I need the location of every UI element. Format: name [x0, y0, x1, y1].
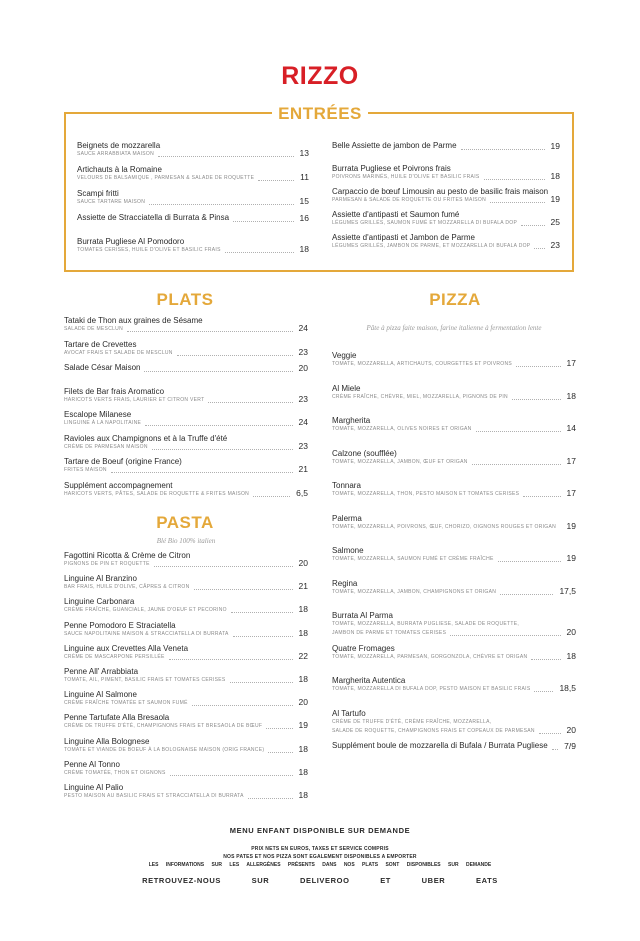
- menu-item-price: 23: [550, 240, 560, 250]
- menu-item-price: 20: [566, 627, 576, 637]
- menu-item-price: 18: [566, 390, 576, 401]
- menu-item-price: 18: [298, 766, 308, 777]
- menu-item: [332, 384, 576, 417]
- menu-item: [332, 546, 576, 579]
- menu-item-description: TOMATES CERISES, HUILE D'OLIVE ET BASILIC FRAIS: [77, 247, 221, 253]
- menu-item-name: Tartare de Boeuf (origine France): [64, 457, 182, 466]
- menu-item-price: 20: [566, 724, 576, 735]
- menu-item-name: Quatre Fromages: [332, 643, 395, 653]
- menu-item: [64, 574, 308, 597]
- dotted-leader: [208, 401, 292, 403]
- dotted-leader: [512, 398, 561, 400]
- dotted-leader: [450, 634, 560, 636]
- menu-item: [64, 316, 308, 340]
- menu-item-description: PESTO MAISON AU BASILIC FRAIS ET STRACCIATELLA DI BURRATA: [64, 792, 244, 799]
- menu-item-price: 24: [298, 417, 308, 427]
- menu-item: [77, 165, 309, 189]
- pasta-title: PASTA: [156, 513, 214, 532]
- menu-item-price: 7/9: [564, 741, 576, 751]
- menu-item-description: FRITES MAISON: [64, 467, 107, 473]
- menu-item-name: Al Tartufo: [332, 708, 366, 718]
- dotted-leader: [490, 201, 545, 203]
- dotted-leader: [266, 727, 292, 729]
- dotted-leader: [152, 448, 293, 450]
- menu-item-description: CRÈME FRAÎCHE TOMATÉE ET SAUMON FUMÉ: [64, 700, 188, 707]
- menu-item: [64, 737, 308, 760]
- menu-item-description: TOMATE, MOZZARELLA, OLIVES NOIRES ET ORIGAN: [332, 426, 472, 432]
- menu-item-description: AVOCAT FRAIS ET SALADE DE MESCLUN: [64, 349, 173, 356]
- menu-item-price: 20: [298, 558, 308, 568]
- dotted-leader: [521, 224, 544, 226]
- menu-item-description: CRÈME FRAÎCHE, GUANCIALE, JAUNE D'OEUF ET PECORINO: [64, 607, 227, 614]
- menu-item-price: 17: [566, 358, 576, 368]
- menu-item-price: 22: [298, 650, 308, 661]
- menu-item: [64, 434, 308, 458]
- menu-item-description-line2: JAMBON DE PARME ET TOMATES CERISES: [332, 630, 447, 636]
- pizza-column: [332, 351, 576, 774]
- menu-item: [332, 514, 576, 547]
- menu-item: [332, 709, 576, 742]
- menu-item-name: Artichauts à la Romaine: [77, 165, 162, 174]
- dotted-leader: [231, 611, 293, 613]
- menu-item-price: 24: [298, 323, 308, 333]
- entrees-title: ENTRÉES: [272, 104, 368, 124]
- dotted-leader: [539, 732, 561, 734]
- dotted-leader: [472, 463, 561, 465]
- dotted-leader: [127, 330, 293, 332]
- menu-item-price: 23: [298, 393, 308, 404]
- menu-item-name: Penne All' Arrabbiata: [64, 666, 139, 676]
- menu-item: [77, 189, 309, 213]
- menu-item: [332, 644, 576, 677]
- menu-item-price: 20: [298, 363, 308, 373]
- menu-item-description: BAR FRAIS, HUILE D'OLIVE, CÂPRES & CITRON: [64, 584, 190, 591]
- menu-item: [64, 783, 308, 806]
- dotted-leader: [523, 495, 560, 497]
- dotted-leader: [534, 247, 544, 249]
- menu-item-description: SAUCE TARTARE MAISON: [77, 199, 146, 205]
- menu-item: [64, 644, 308, 667]
- menu-item-description: SAUCE NAPOLITAINE MAISON & STRACCIATELLA DI BURRATA: [64, 630, 229, 637]
- menu-item-price: 17: [566, 488, 576, 498]
- menu-item-price: 21: [298, 581, 308, 592]
- dotted-leader: [149, 203, 293, 205]
- pizza-title: PIZZA: [429, 290, 481, 309]
- menu-item-price: 18: [298, 789, 308, 800]
- menu-item: [64, 387, 308, 411]
- menu-item-description: TOMATE, MOZZARELLA, THON, PESTO MAISON ET TOMATES CERISES: [332, 491, 520, 497]
- menu-item-price: 14: [566, 423, 576, 433]
- menu-item-price: 25: [550, 217, 560, 227]
- dotted-leader: [230, 681, 293, 683]
- menu-item-description: TOMATE, MOZZARELLA, JAMBON, ŒUF ET ORIGAN: [332, 458, 468, 465]
- menu-item-name: Linguine Carbonara: [64, 597, 135, 607]
- plats-title: PLATS: [156, 290, 214, 309]
- menu-item-price: 6,5: [296, 487, 308, 498]
- menu-item-description: CRÈME FRAÎCHE, CHÈVRE, MIEL, MOZZARELLA, PIGNONS DE PIN: [332, 393, 508, 400]
- dotted-leader: [177, 354, 293, 356]
- menu-item-description: PARMESAN & SALADE DE ROQUETTE OU FRITES MAISON: [332, 197, 487, 203]
- menu-item-name: Supplément boule de mozzarella di Bufala / Burrata Pugliese: [332, 741, 548, 750]
- menu-item-name: Salmone: [332, 546, 364, 555]
- menu-item-name: Burrata Pugliese Al Pomodoro: [77, 237, 185, 246]
- menu-item-name: Tonnara: [332, 481, 361, 490]
- menu-item-name: Calzone (soufflée): [332, 448, 397, 458]
- menu-item-name: Linguine Al Palio: [64, 782, 124, 792]
- menu-item-name: Supplément accompagnement: [64, 480, 173, 490]
- menu-item-price: 18: [298, 604, 308, 615]
- dotted-leader: [534, 690, 553, 692]
- menu-item-description: TOMATE, MOZZARELLA, SAUMON FUMÉ ET CRÈME FRAÎCHE: [332, 556, 494, 562]
- menu-item-description: HARICOTS VERTS FRAIS, LAURIER ET CITRON VERT: [64, 396, 205, 403]
- menu-item-price: 20: [298, 697, 308, 708]
- dotted-leader: [531, 658, 560, 660]
- menu-item-name: Burrata Pugliese et Poivrons frais: [332, 164, 451, 173]
- menu-item-price: 18: [550, 171, 560, 181]
- menu-item: [332, 187, 560, 210]
- dotted-leader: [194, 588, 293, 590]
- menu-item-name: Veggie: [332, 351, 357, 360]
- menu-item: [332, 210, 560, 233]
- menu-item-description: SALADE DE MESCLUN: [64, 326, 124, 332]
- menu-item-description: TOMATE, MOZZARELLA, JAMBON, CHAMPIGNONS ET ORIGAN: [332, 588, 497, 595]
- prix-note: PRIX NETS EN EUROS, TAXES ET SERVICE COMPRIS: [251, 846, 389, 852]
- menu-item: [64, 363, 308, 387]
- menu-item-price: 19: [550, 141, 560, 151]
- menu-item-name: Burrata Al Parma: [332, 611, 393, 620]
- menu-item-price: 21: [298, 464, 308, 474]
- menu-item-description: SAUCE ARRABBIATA MAISON: [77, 151, 155, 157]
- menu-item-price: 17,5: [559, 585, 576, 596]
- menu-item-name: Linguine Alla Bolognese: [64, 736, 150, 746]
- allergenes-note: LES INFORMATIONS SUR LES ALLERGÈNES PRÉSENTS DANS NOS PLATS SONT DISPONIBLES SUR DEMANDE: [148, 862, 492, 868]
- menu-item-description: HARICOTS VERTS, PÂTES, SALADE DE ROQUETTE & FRITES MAISON: [64, 490, 250, 497]
- menu-item-price: 18: [298, 627, 308, 638]
- entrees-right-column: [332, 141, 560, 256]
- menu-item-price: 23: [298, 346, 308, 357]
- menu-item: [64, 621, 308, 644]
- menu-item-name: Fagottini Ricotta & Crème de Citron: [64, 551, 191, 560]
- menu-item-description: TOMATE, MOZZARELLA DI BUFALA DOP, PESTO MAISON ET BASILIC FRAIS: [332, 686, 531, 692]
- dotted-leader: [484, 178, 545, 180]
- menu-item-description: TOMATE, MOZZARELLA, POIVRONS, ŒUF, CHORIZO, OIGNONS ROUGES ET ORIGAN: [332, 523, 557, 530]
- menu-item-description: VELOURS DE BALSAMIQUE , PARMESAN & SALADE DE ROQUETTE: [77, 175, 255, 181]
- menu-item-name: Belle Assiette de jambon de Parme: [332, 141, 457, 150]
- dotted-leader: [192, 704, 293, 706]
- menu-item-name: Filets de Bar frais Aromatico: [64, 386, 165, 396]
- plats-column: [64, 316, 308, 504]
- menu-item: [64, 457, 308, 481]
- menu-item: [64, 760, 308, 783]
- menu-item: [64, 340, 308, 364]
- dotted-leader: [111, 471, 293, 473]
- dotted-leader: [170, 774, 293, 776]
- menu-item-price: 19: [550, 194, 560, 204]
- menu-item-name: Salade César Maison: [64, 363, 141, 372]
- entrees-left-column: [77, 141, 309, 261]
- menu-item-price: 19: [298, 720, 308, 731]
- menu-item-name: Scampi fritti: [77, 189, 119, 198]
- menu-item-description: LÉGUMES GRILLÉS, SAUMON FUMÉ ET MOZZARELLA DI BUFALA DOP: [332, 220, 518, 226]
- dotted-leader: [169, 658, 293, 660]
- menu-item: [332, 611, 576, 644]
- dotted-leader: [552, 748, 558, 750]
- menu-item-name: Carpaccio de bœuf Limousin au pesto de basilic frais maison: [332, 187, 549, 196]
- menu-item: [332, 141, 560, 164]
- menu-enfant-note: MENU ENFANT DISPONIBLE SUR DEMANDE: [229, 826, 411, 835]
- menu-item: [64, 481, 308, 505]
- menu-item-price: 11: [300, 172, 309, 182]
- menu-item-name: Regina: [332, 578, 358, 588]
- menu-item: [64, 551, 308, 574]
- menu-item-description: TOMATE ET VIANDE DE BOEUF À LA BOLOGNAISE MAISON (ORIG FRANCE): [64, 746, 265, 753]
- dotted-leader: [268, 751, 292, 753]
- menu-item-name: Linguine Al Branzino: [64, 574, 137, 584]
- menu-item-description: TOMATE, MOZZARELLA, BURRATA PUGLIESE, SALADE DE ROQUETTE,: [332, 621, 520, 627]
- menu-item-name: Linguine aux Crevettes Alla Veneta: [64, 643, 189, 653]
- menu-item-name: Al Miele: [332, 383, 361, 393]
- menu-item-name: Penne Al Tonno: [64, 759, 120, 769]
- menu-item-name: Escalope Milanese: [64, 410, 132, 419]
- menu-item-description: CRÈME TOMATÉE, THON ET OIGNONS: [64, 769, 166, 776]
- retrouvez-note: RETROUVEZ-NOUS SUR DELIVEROO ET UBER EATS: [142, 876, 498, 885]
- restaurant-logo: RIZZO: [281, 62, 359, 90]
- menu-item: [332, 351, 576, 384]
- dotted-leader: [233, 220, 293, 222]
- menu-item-price: 19: [566, 553, 576, 563]
- menu-item-description: CRÈME DE PARMESAN MAISON: [64, 443, 148, 450]
- menu-item: [77, 237, 309, 261]
- menu-item-description: CRÈME DE TRUFFE D'ÉTÉ, CHAMPIGNONS FRAIS ET BRESAOLA DE BŒUF: [64, 723, 263, 730]
- menu-item-name: Penne Tartufate Alla Bresaola: [64, 713, 170, 723]
- menu-item-price: 13: [299, 148, 309, 158]
- menu-item-price: 23: [298, 440, 308, 451]
- menu-item: [64, 690, 308, 713]
- menu-item-price: 18: [298, 673, 308, 684]
- menu-item-price: 15: [299, 196, 309, 206]
- menu-item-description: TOMATE, AIL, PIMENT, BASILIC FRAIS ET TOMATES CERISES: [64, 676, 226, 683]
- menu-item-description: PIGNONS DE PIN ET ROQUETTE: [64, 561, 150, 567]
- dotted-leader: [500, 593, 553, 595]
- menu-item: [64, 667, 308, 690]
- dotted-leader: [498, 560, 561, 562]
- menu-item: [332, 233, 560, 256]
- dotted-leader: [248, 797, 293, 799]
- menu-item-description: LINGUINE À LA NAPOLITAINE: [64, 420, 142, 426]
- menu-item-name: Palerma: [332, 513, 362, 523]
- dotted-leader: [144, 370, 292, 372]
- menu-item: [64, 713, 308, 736]
- dotted-leader: [225, 251, 294, 253]
- pizza-subtitle: Pâte à pizza faite maison, farine italienne à fermentation lente: [366, 324, 542, 332]
- dotted-leader: [158, 155, 294, 157]
- menu-item-name: Margherita Autentica: [332, 676, 406, 685]
- menu-item: [77, 141, 309, 165]
- menu-item: [332, 481, 576, 514]
- menu-item: [332, 164, 560, 187]
- menu-item: [332, 676, 576, 709]
- pasta-column: [64, 551, 308, 806]
- menu-item-price: 19: [566, 520, 576, 531]
- menu-item-description: POIVRONS MARINÉS, HUILE D'OLIVE ET BASILIC FRAIS: [332, 174, 480, 180]
- menu-item-name: Tartare de Crevettes: [64, 339, 137, 349]
- menu-item: [332, 416, 576, 449]
- menu-item-price: 18,5: [559, 683, 576, 693]
- menu-item: [332, 741, 576, 774]
- dotted-leader: [253, 495, 290, 497]
- dotted-leader: [258, 179, 294, 181]
- menu-item-name: Margherita: [332, 416, 371, 425]
- dotted-leader: [145, 424, 292, 426]
- menu-item-name: Linguine Al Salmone: [64, 690, 137, 700]
- menu-item: [332, 579, 576, 612]
- menu-item-name: Tataki de Thon aux graines de Sésame: [64, 316, 203, 325]
- dotted-leader: [476, 430, 561, 432]
- dotted-leader: [233, 635, 293, 637]
- menu-item-price: 16: [299, 213, 309, 223]
- menu-item-price: 18: [566, 650, 576, 661]
- menu-item-description: CRÈME DE TRUFFE D'ÉTÉ, CRÈME FRAÎCHE, MOZZARELLA,: [332, 718, 492, 725]
- menu-item-price: 17: [566, 455, 576, 466]
- menu-item-name: Penne Pomodoro E Straciatella: [64, 620, 176, 630]
- menu-item-description: CRÈME DE MASCARPONE PERSILLÉE: [64, 653, 165, 660]
- menu-item-description-line2: SALADE DE ROQUETTE, CHAMPIGNONS FRAIS ET COPEAUX DE PARMESAN: [332, 727, 535, 734]
- menu-item-name: Beignets de mozzarella: [77, 141, 161, 150]
- menu-item: [64, 410, 308, 434]
- dotted-leader: [516, 365, 561, 367]
- emporter-note: NOS PATES ET NOS PIZZA SONT EGALEMENT DISPONIBLES A EMPORTER: [223, 854, 417, 860]
- menu-item-price: 18: [298, 743, 308, 754]
- menu-item: [64, 597, 308, 620]
- menu-item-name: Assiette d'antipasti et Saumon fumé: [332, 210, 460, 219]
- menu-item-name: Assiette d'antipasti et Jambon de Parme: [332, 233, 475, 242]
- menu-item: [77, 213, 309, 237]
- menu-item-description: TOMATE, MOZZARELLA, PARMESAN, GORGONZOLA, CHÈVRE ET ORIGAN: [332, 653, 528, 660]
- menu-item-description: TOMATE, MOZZARELLA, ARTICHAUTS, COURGETTES ET POIVRONS: [332, 361, 513, 367]
- menu-item-name: Assiette de Stracciatella di Burrata & Pinsa: [77, 213, 230, 222]
- dotted-leader: [461, 148, 545, 150]
- dotted-leader: [154, 565, 293, 567]
- menu-item: [332, 449, 576, 482]
- menu-item-name: Ravioles aux Champignons et à la Truffe d'été: [64, 433, 228, 443]
- pasta-subtitle: Blé Bio 100% italien: [156, 537, 216, 545]
- menu-item-description: LÉGUMES GRILLÉS, JAMBON DE PARME, ET MOZZARELLA DI BUFALA DOP: [332, 243, 531, 249]
- menu-item-price: 18: [299, 244, 309, 254]
